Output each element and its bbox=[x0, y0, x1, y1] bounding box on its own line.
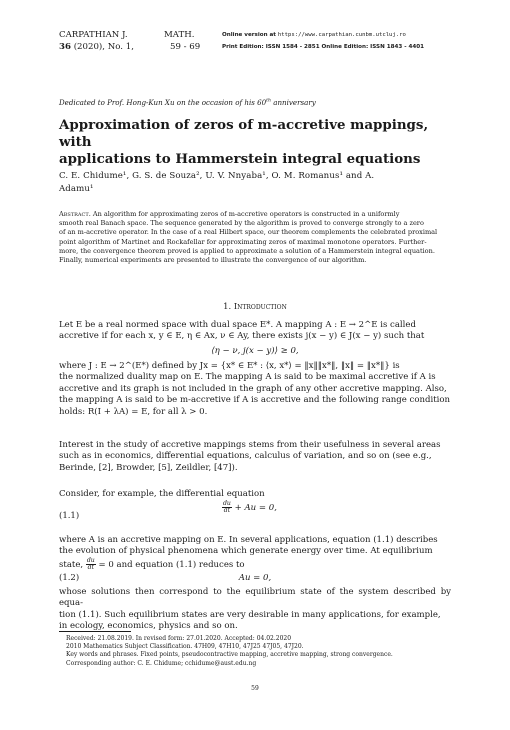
p3-line-1: Interest in the study of accretive mappings stems from their usefulness in several areas bbox=[59, 440, 441, 450]
p5-line-3: state, $\frac{du}{dt}$ = 0 and equation (1.1) reduces to bbox=[59, 556, 245, 572]
footnote-correspondence: Corresponding author: C. E. Chidume; cchidume@aust.edu.ng bbox=[66, 659, 257, 667]
authors-line-2: Adamu¹ bbox=[59, 183, 94, 194]
equation-1-2-label: (1.2) bbox=[59, 573, 80, 583]
abstract-line-2: smooth real Banach space. The sequence generated by the algorithm is proved to converge strongly to a zero bbox=[59, 219, 424, 228]
page-range: 59 - 69 bbox=[170, 42, 201, 52]
accretive-inequality: ⟨η − ν, j(x − y)⟩ ≥ 0, bbox=[211, 346, 299, 356]
p6-line-3: in ecology, economics, physics and so on. bbox=[59, 621, 238, 632]
du-dt-inline-fraction: $\frac{du}{dt}$ bbox=[86, 556, 95, 572]
authors bbox=[59, 170, 459, 195]
section-heading: 1. Introduction bbox=[223, 301, 287, 311]
p5-line-1: where A is an accretive mapping on E. In several applications, equation (1.1) describes bbox=[59, 535, 438, 545]
p2-line-5: holds: R(I + λA) = E, for all λ > 0. bbox=[59, 406, 208, 417]
volume-issue bbox=[59, 42, 134, 53]
title-line-1: Approximation of zeros of m-accretive mappings, with bbox=[59, 117, 429, 150]
du-dt-fraction: $\frac{du}{dt}$ bbox=[223, 500, 231, 515]
title-line-2: applications to Hammerstein integral equations bbox=[59, 151, 421, 167]
online-url[interactable]: https://www.carpathian.cunbm.utcluj.ro bbox=[277, 32, 406, 38]
abstract-line-4: point algorithm of Martinet and Rockafellar for approximating zeros of maximal monotone operators. Further- bbox=[59, 237, 427, 246]
paper-title bbox=[59, 117, 459, 168]
p3-line-3: Berinde, [2], Browder, [5], Zeildler, [47]). bbox=[59, 462, 238, 473]
footnotes bbox=[66, 635, 456, 668]
paragraph-1 bbox=[59, 320, 451, 343]
paragraph-4: Consider, for example, the differential equation bbox=[59, 489, 265, 499]
abstract-line-6: Finally, numerical experiments are presented to illustrate the convergence of our algorithm. bbox=[59, 256, 367, 265]
abstract-line-1: Abstract. An algorithm for approximating zeros of m-accretive operators is constructed in a uniformly bbox=[59, 210, 400, 218]
volume: 36 bbox=[59, 42, 71, 52]
abstract-line-5: more, the convergence theorem proved is applied to approximate a solution of a Hammerstein integral equation. bbox=[59, 246, 435, 255]
journal-math: MATH. bbox=[164, 30, 195, 40]
footnote-keywords: Key words and phrases. Fixed points, pseudocontractive mapping, accretive mapping, strong convergence. bbox=[66, 651, 393, 659]
online-version: Online version at https://www.carpathian.cunbm.utcluj.ro bbox=[222, 32, 406, 38]
paragraph-2 bbox=[59, 361, 451, 418]
p2-line-1: where J : E → 2^(E*) defined by Jx = {x* ∈ E* : ⟨x, x*⟩ = ‖x‖‖x*‖, ‖x‖ = ‖x*‖} is bbox=[59, 361, 400, 371]
p6-line-2: tion (1.1). Such equilibrium states are very desirable in many applications, for example, bbox=[59, 609, 441, 620]
footnote-dates: Received: 21.08.2019. In revised form: 27.01.2020. Accepted: 04.02.2020 bbox=[66, 635, 292, 642]
p6-line-1: whose solutions then correspond to the equilibrium state of the system described by equa- bbox=[59, 587, 451, 609]
p1-line-2: accretive if for each x, y ∈ E, η ∈ Ax, ν ∈ Ay, there exists j(x − y) ∈ J(x − y) such that bbox=[59, 331, 425, 342]
authors-line-1: C. E. Chidume¹, G. S. de Souza², U. V. Nnyaba¹, O. M. Romanus¹ and A. bbox=[59, 171, 375, 181]
p3-line-2: such as in economics, differential equations, calculus of variation, and so on (see e.g., bbox=[59, 451, 432, 462]
p2-line-2: the normalized duality map on E. The mapping A is said to be maximal accretive if A is bbox=[59, 372, 436, 383]
p5-line-2: the evolution of physical phenomena which generate energy over time. At equilibrium bbox=[59, 546, 433, 557]
equation-1-1-label: (1.1) bbox=[59, 511, 80, 521]
footnote-msc: 2010 Mathematics Subject Classification. 47H09, 47H10, 47J25 47J05, 47J20. bbox=[66, 643, 304, 651]
page-number: 59 bbox=[251, 685, 259, 692]
dedication: Dedicated to Prof. Hong-Kun Xu on the occasion of his 60th anniversary bbox=[59, 98, 316, 107]
p2-line-4: the mapping A is said to be m-accretive if A is accretive and the following range condition bbox=[59, 395, 451, 406]
equation-1-1: $\frac{du}{dt}$ + Au = 0, bbox=[223, 500, 277, 515]
paragraph-6 bbox=[59, 587, 451, 633]
paragraph-5 bbox=[59, 535, 451, 572]
p1-line-1: Let E be a real normed space with dual space E*. A mapping A : E → 2^E is called bbox=[59, 320, 416, 330]
issue: (2020), No. 1, bbox=[73, 42, 134, 52]
journal-name: CARPATHIAN J. bbox=[59, 30, 128, 40]
paragraph-3 bbox=[59, 440, 451, 474]
issn-line: Print Edition: ISSN 1584 - 2851 Online Edition: ISSN 1843 - 4401 bbox=[222, 44, 425, 50]
footnote-rule bbox=[59, 631, 131, 632]
abstract-label: Abstract. bbox=[59, 210, 91, 218]
equation-1-2: Au = 0, bbox=[238, 573, 272, 583]
abstract-line-3: of an m-accretive operator. In the case of a real Hilbert space, our theorem complements the celebrated proximal bbox=[59, 228, 438, 237]
abstract bbox=[59, 210, 451, 265]
p2-line-3: accretive and its graph is not included in the graph of any other accretive mapping. Also, bbox=[59, 383, 447, 394]
